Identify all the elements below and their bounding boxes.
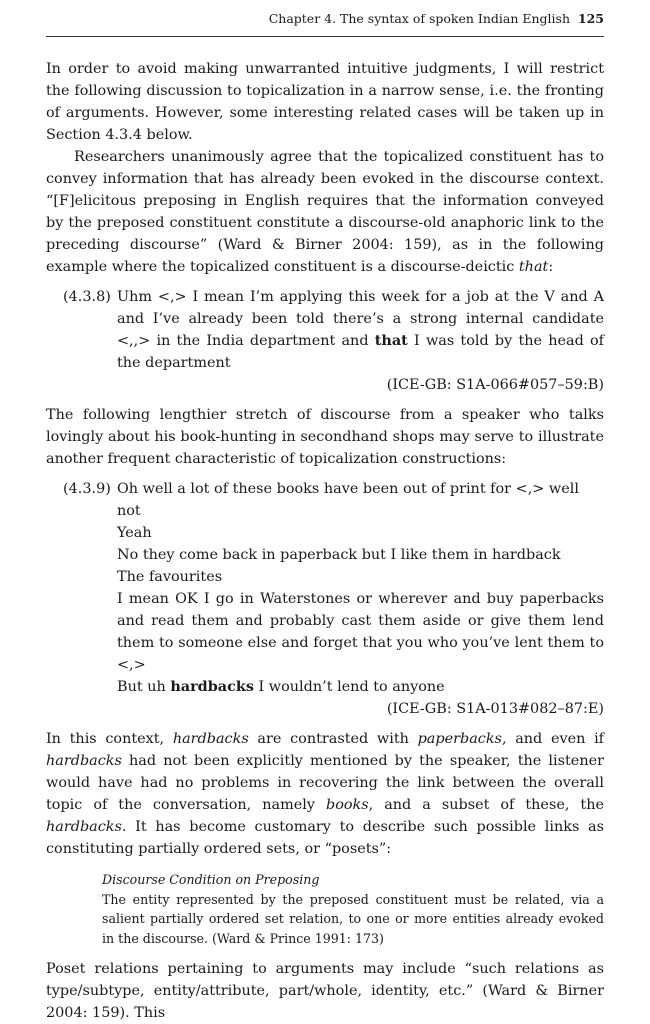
emphasis-paperbacks: paperbacks: [417, 731, 502, 747]
example-line: The favourites: [117, 569, 223, 585]
paragraph-researchers: [46, 146, 604, 278]
emphasis-hardbacks: hardbacks: [46, 819, 122, 835]
paragraph-context: [46, 728, 604, 860]
example-source: (ICE-GB: S1A-066#057–59:B): [386, 377, 604, 393]
text-run: had not been explicitly mentioned by the speaker, the listener would have had no problems in recovering the link between the overall topic of the conversation, namely: [46, 753, 604, 813]
condition-text: The entity represented by the preposed constituent must be related, via a salient partially ordered set relation, to one or more entities already evoked in the discourse. (Ward & Prince 1991: 173): [102, 891, 604, 946]
emphasis-that: that: [518, 259, 549, 275]
example-line-long: I mean OK I go in Waterstones or wherever and buy paperbacks and read them and probably cast them aside or give them lend them to someone else and forget that you who you’ve lent them to <,>: [117, 591, 604, 673]
page-body: [46, 58, 604, 1024]
text-run: , and a subset of these, the: [368, 797, 604, 813]
example-line: Oh well a lot of these books have been out of print for <,> well not: [117, 481, 579, 519]
paragraph-text: Researchers unanimously agree that the topicalized constituent has to convey information that has already been evoked in the discourse context. “[F]elicitous preposing in English requires that the information conveyed by the preposed constituent constitute a discourse-old anaphoric link to the preceding discourse” (Ward & Birner 2004: 159), as in the following example where the topicalized constituent is a discourse-deictic: [46, 149, 604, 275]
example-text-post: I was told by the head of the department: [117, 333, 604, 371]
running-head: [46, 8, 604, 37]
example-line: Yeah: [117, 525, 152, 541]
example-source: (ICE-GB: S1A-013#082–87:E): [386, 701, 604, 717]
text-run: , and even if: [501, 731, 605, 747]
bold-hardbacks: hardbacks: [170, 678, 254, 695]
paragraph-lengthier: The following lengthier stretch of discourse from a speaker who talks lovingly about his book-hunting in secondhand shops may serve to illustrate another frequent characteristic of topicalization constructions:: [46, 407, 604, 467]
example-number: (4.3.8): [63, 289, 111, 305]
example-4-3-9: [46, 478, 604, 720]
chapter-title: Chapter 4. The syntax of spoken Indian English: [268, 11, 570, 26]
page-number: 125: [577, 11, 604, 26]
example-last-post: I wouldn’t lend to anyone: [253, 679, 445, 695]
example-line: No they come back in paperback but I like them in hardback: [117, 547, 561, 563]
emphasis-books: books: [325, 797, 369, 813]
example-line-last: [117, 676, 604, 698]
example-last-pre: But uh: [117, 679, 171, 695]
discourse-condition-block: [102, 870, 604, 948]
emphasis-hardbacks: hardbacks: [172, 731, 249, 747]
text-run: are contrasted with: [248, 731, 418, 747]
bold-that: that: [374, 332, 408, 349]
text-run: In this context,: [46, 731, 173, 747]
example-text-pre: Uhm <,> I mean I’m applying this week for a job at the V and A and I’ve already been told there’s a strong internal candidate <,,> in the India department and: [117, 289, 604, 349]
paragraph-intro: In order to avoid making unwarranted intuitive judgments, I will restrict the following discussion to topicalization in a narrow sense, i.e. the fronting of arguments. However, some interesting related cases will be taken up in Section 4.3.4 below.: [46, 61, 604, 143]
text-run: . It has become customary to describe such possible links as constituting partially ordered sets, or “posets”:: [46, 819, 604, 857]
example-number: (4.3.9): [63, 481, 111, 497]
paragraph-end: :: [548, 259, 554, 275]
example-text: [117, 286, 604, 374]
condition-title: Discourse Condition on Preposing: [102, 872, 320, 887]
paragraph-poset: Poset relations pertaining to arguments may include “such relations as type/subtype, entity/attribute, part/whole, identity, etc.” (Ward & Birner 2004: 159). This: [46, 961, 604, 1021]
example-4-3-8: [46, 286, 604, 396]
emphasis-hardbacks: hardbacks: [46, 753, 122, 769]
